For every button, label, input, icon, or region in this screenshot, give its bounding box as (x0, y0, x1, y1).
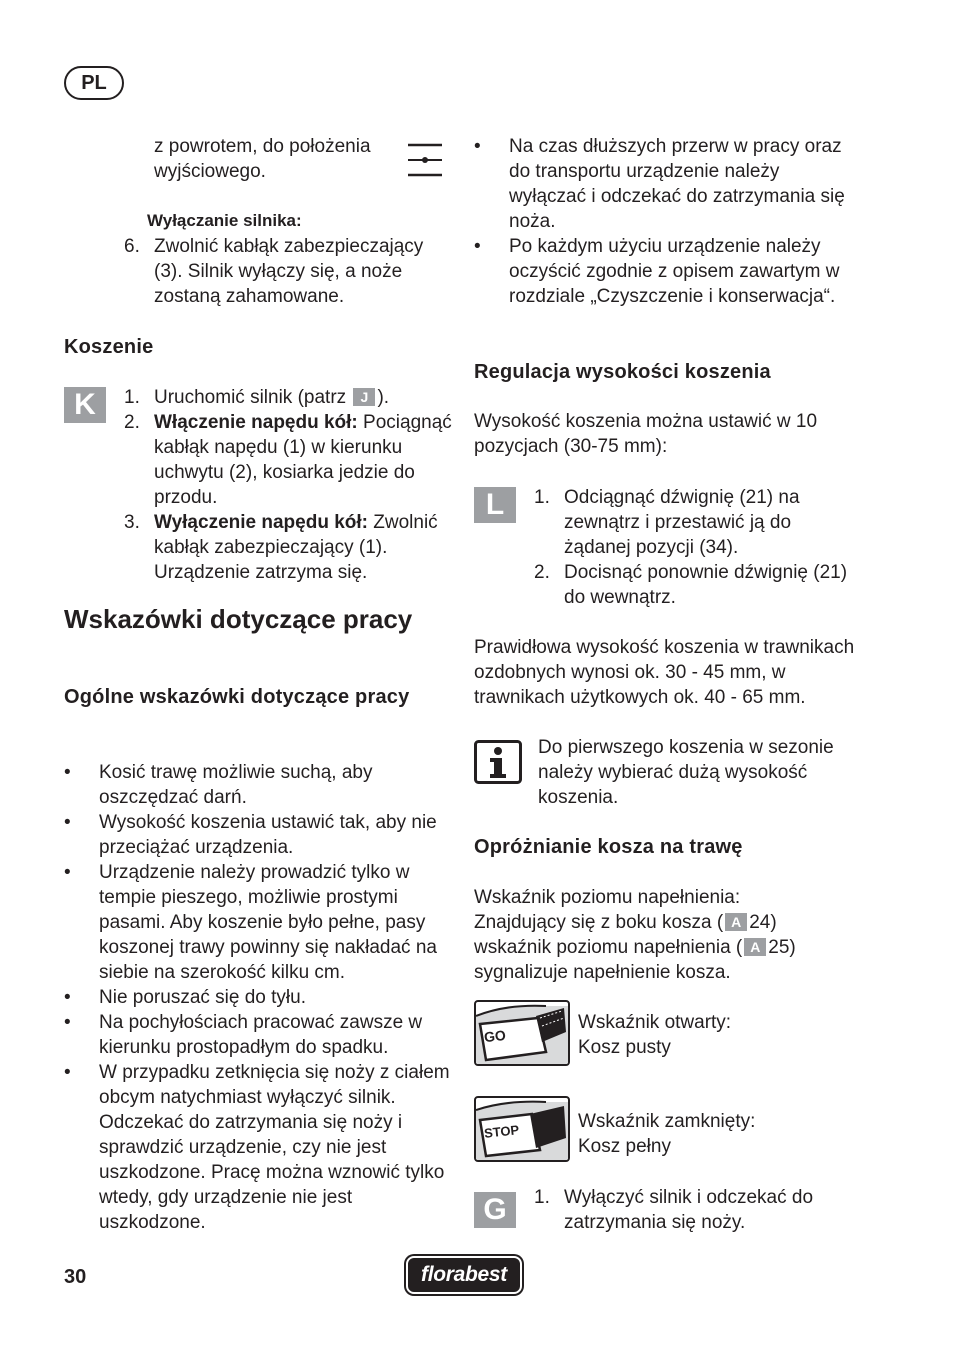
general-tips-heading: Ogólne wskazówki dotyczące pracy (64, 686, 410, 708)
language-badge: PL (64, 66, 124, 100)
list-item: 3. Wyłączenie napędu kół: Zwolnić kabłąk zabezpieczający (1). Urządzenie zatrzyma się. (124, 512, 438, 583)
figure-badge-g: G (474, 1192, 516, 1228)
go-label: GO (483, 1026, 507, 1046)
list-item: 1. Wyłączyć silnik i odczekać do zatrzymania się noży. (534, 1187, 814, 1233)
list-item: • Urządzenie należy prowadzić tylko w tempie pieszego, możliwie prostymi pasami. Aby koszenie było pełne, pasy koszonej trawy powinny się nakładać na siebie na szerokość kilku cm. (64, 860, 454, 985)
stop-label: STOP (483, 1122, 520, 1141)
list-item: 2. Docisnąć ponownie dźwignię (21) do wewnątrz. (534, 562, 848, 608)
height-note: Prawidłowa wysokość koszenia w trawnikach ozdobnych wynosi ok. 30 - 45 mm, w trawnikach użytkowych ok. 40 - 65 mm. (474, 637, 855, 708)
koszenie-heading: Koszenie (64, 336, 154, 358)
stop-engine-heading: Wyłączanie silnika: (147, 211, 302, 230)
empty-bag-list (534, 1185, 854, 1235)
list-item: • Na pochyłościach pracować zawsze w kierunku prostopadłym do spadku. (64, 1010, 454, 1060)
height-adjust-heading: Regulacja wysokości koszenia (474, 361, 771, 383)
list-item: • Kosić trawę możliwie suchą, aby oszczędzać darń. (64, 760, 454, 810)
koszenie-list (124, 385, 454, 585)
work-tips-title: Wskazówki dotyczące pracy (64, 604, 413, 634)
stop-engine-list (124, 234, 454, 309)
empty-bag-heading: Opróżnianie kosza na trawę (474, 836, 743, 858)
list-item: • Na czas dłuższych przerw w pracy oraz do transportu urządzenie należy wyłączać i odczekać do zatrzymania się noża. (474, 134, 854, 234)
work-tips-list-cont (474, 134, 854, 309)
figure-ref-j: J (353, 388, 375, 406)
info-icon (474, 740, 522, 784)
go-description: Wskaźnik otwarty: Kosz pusty (578, 1012, 732, 1058)
indicator-description: Wskaźnik poziomu napełnienia: Znajdujący się z boku kosza ( A 24) wskaźnik poziomu napełnienia ( A 25) sygnalizuje napełnienie kosza. (474, 887, 796, 983)
page-number: 30 (64, 1266, 87, 1288)
list-item: 6. Zwolnić kabłąk zabezpieczający (3). Silnik wyłączy się, a noże zostaną zahamowane. (124, 236, 424, 307)
figure-badge-l: L (474, 487, 516, 523)
figure-ref-a: A (725, 913, 747, 931)
indicator-go-image (474, 1000, 570, 1066)
continuation-text: z powrotem, do położenia wyjściowego. (154, 136, 371, 182)
brand-logo (406, 1256, 522, 1294)
brand-name: florabest (421, 1263, 507, 1286)
stop-description: Wskaźnik zamknięty: Kosz pełny (578, 1111, 756, 1157)
list-item: 2. Włączenie napędu kół: Pociągnąć kabłąk napędu (1) w kierunku uchwytu (2), kosiarka jedzie do przodu. (124, 412, 452, 508)
figure-badge-k: K (64, 387, 106, 423)
list-item: • Nie poruszać się do tyłu. (64, 985, 454, 1010)
lever-position-icon (406, 141, 444, 179)
list-item: • Wysokość koszenia ustawić tak, aby nie przeciążać urządzenia. (64, 810, 454, 860)
general-tips-list (64, 760, 454, 1235)
figure-ref-a: A (744, 938, 766, 956)
list-item: • W przypadku zetknięcia się noży z ciałem obcym natychmiast wyłączyć silnik. Odczekać do zatrzymania się noży i sprawdzić urządzenie, czy nie jest uszkodzone. Pracę można wznowić tylko wtedy, gdy urządzenie nie jest uszkodzone. (64, 1060, 454, 1235)
height-list (534, 485, 854, 610)
indicator-stop-image (474, 1096, 570, 1162)
list-item: 1. Uruchomić silnik (patrz J ). (124, 387, 390, 408)
height-intro: Wysokość koszenia można ustawić w 10 pozycjach (30-75 mm): (474, 411, 818, 457)
list-item: 1. Odciągnąć dźwignię (21) na zewnątrz i przestawić ją do żądanej pozycji (34). (534, 487, 800, 558)
info-text: Do pierwszego koszenia w sezonie należy wybierać dużą wysokość koszenia. (538, 737, 834, 808)
list-item: • Po każdym użyciu urządzenie należy oczyścić zgodnie z opisem zawartym w rozdziale „Czyszczenie i konserwacja“. (474, 234, 854, 309)
